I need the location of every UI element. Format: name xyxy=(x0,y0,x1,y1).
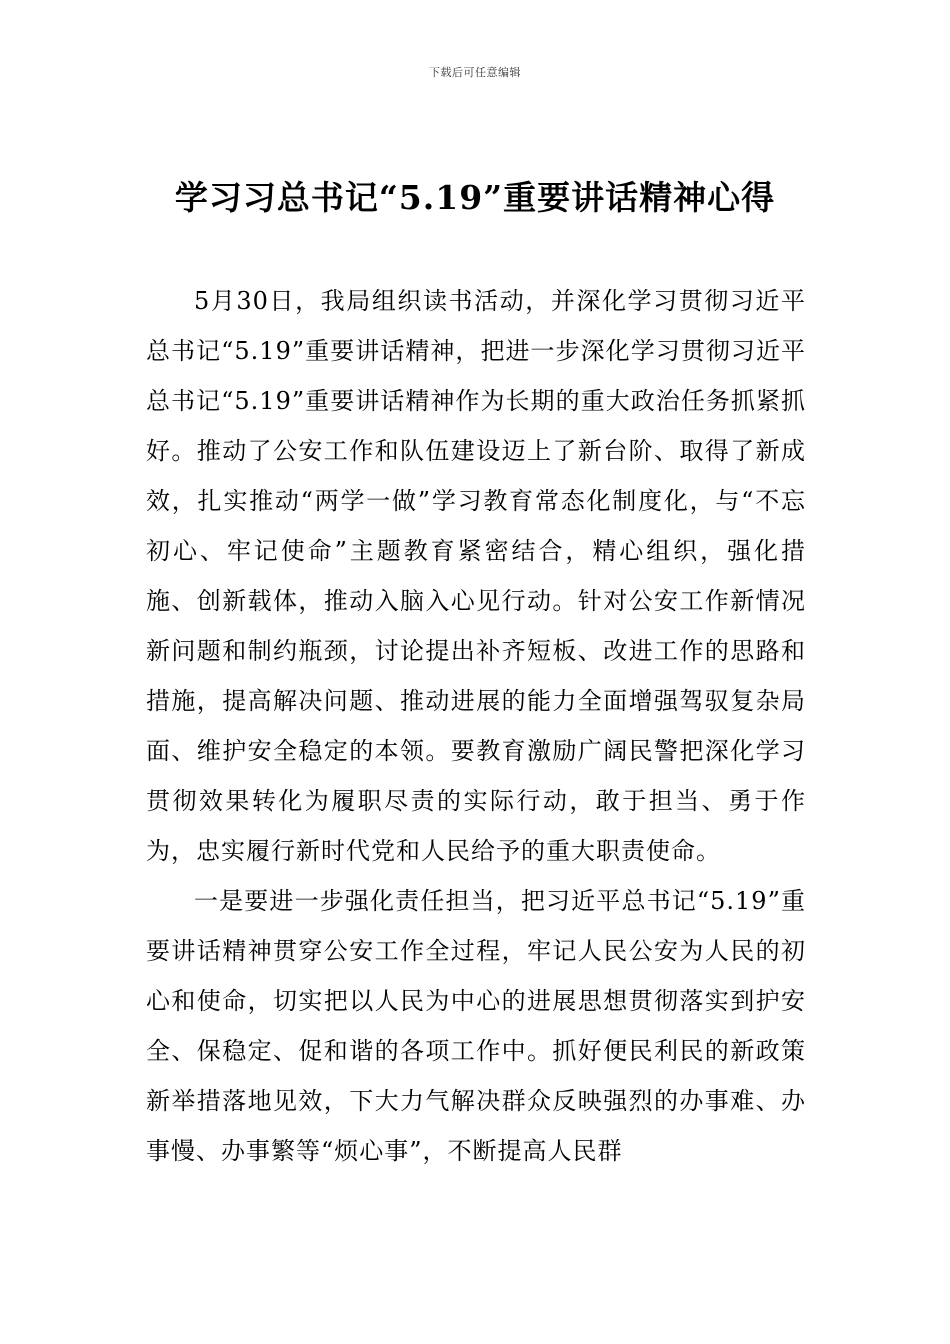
header-note: 下载后可任意编辑 xyxy=(429,66,521,79)
paragraph-2: 一是要进一步强化责任担当，把习近平总书记“5.19”重要讲话精神贯穿公安工作全过程，牢记人民公安为人民的初心和使命，切实把以人民为中心的进展思想贯彻落实到护安全、保稳定、促和谐的各项工作中。抓好便民利民的新政策新举措落地见效，下大力气解决群众反映强烈的办事难、办事慢、办事繁等“烦心事”，不断提高人民群 xyxy=(146,887,806,1165)
document-title: 学习习总书记“5.19”重要讲话精神心得 xyxy=(174,178,776,217)
paragraph-1: 5月30日，我局组织读书活动，并深化学习贯彻习近平总书记“5.19”重要讲话精神，把进一步深化学习贯彻习近平总书记“5.19”重要讲话精神作为长期的重大政治任务抓紧抓好。推动了公安工作和队伍建设迈上了新台阶、取得了新成效，扎实推动“两学一做”学习教育常态化制度化，与“不忘初心、牢记使命”主题教育紧密结合，精心组织，强化措施、创新载体，推动入脑入心见行动。针对公安工作新情况新问题和制约瓶颈，讨论提出补齐短板、改进工作的思路和措施，提高解决问题、推动进展的能力全面增强驾驭复杂局面、维护安全稳定的本领。要教育激励广阔民警把深化学习贯彻效果转化为履职尽责的实际行动，敢于担当、勇于作为，忠实履行新时代党和人民给予的重大职责使命。 xyxy=(146,287,806,865)
document-body xyxy=(146,276,806,1176)
